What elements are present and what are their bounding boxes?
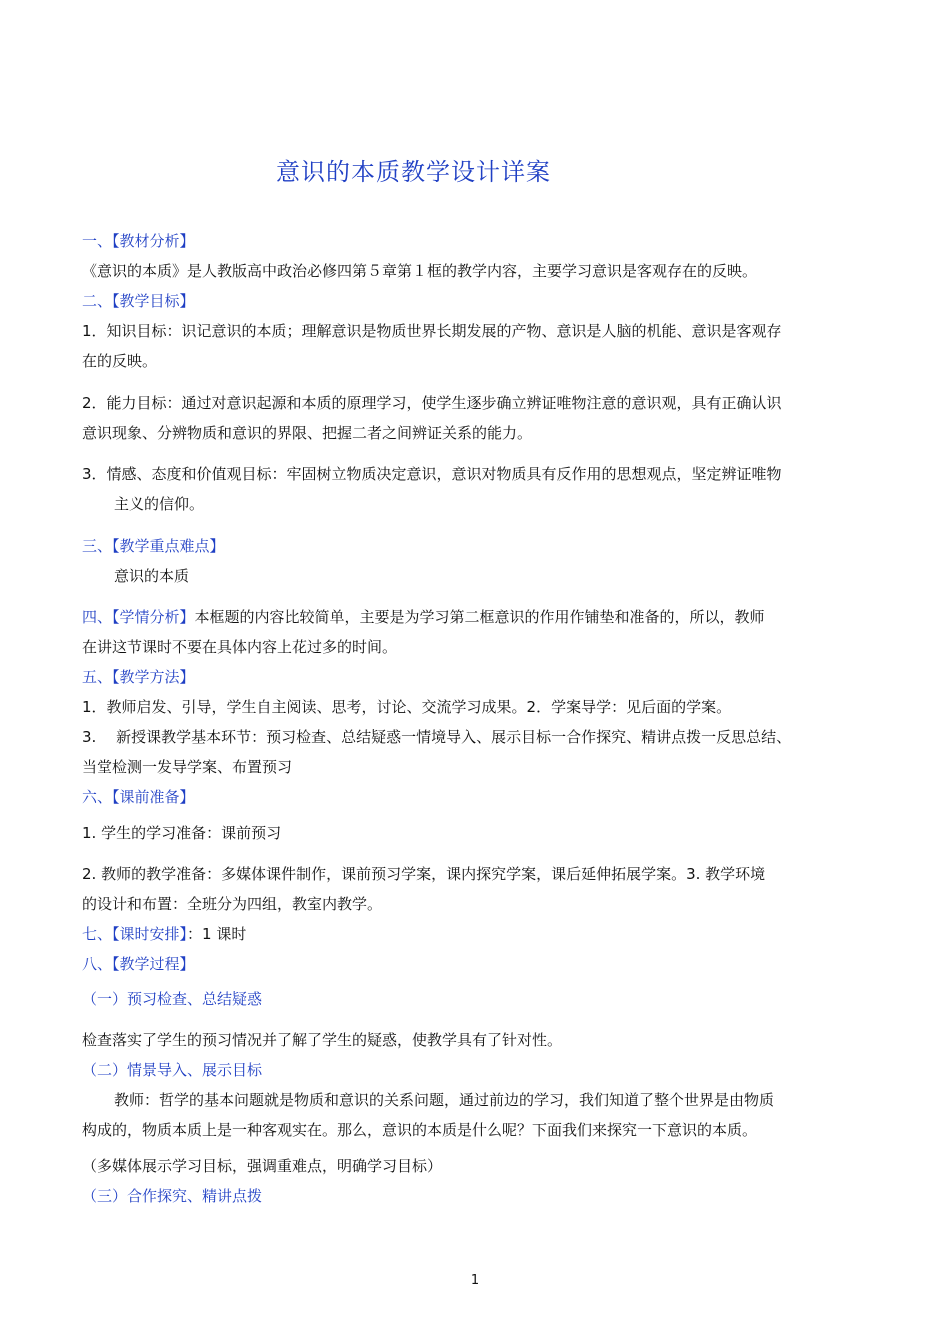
- process-sub1-text: 检查落实了学生的预习情况并了解了学生的疑惑，使教学具有了针对性。: [82, 1031, 563, 1049]
- method-line3a: 3. 新授课教学基本环节：预习检查、总结疑惑一情境导入、展示目标一合作探究、精讲点拨一反思总结、: [82, 728, 792, 746]
- process-subheading-3: （三）合作探究、精讲点拨: [82, 1187, 263, 1205]
- method-line3b: 当堂检测一发导学案、布置预习: [82, 758, 293, 776]
- section-heading-schedule: 七、【课时安排】: [82, 925, 188, 943]
- goal-knowledge-line1: 1．知识目标：识记意识的本质；理解意识是物质世界长期发展的产物、意识是人脑的机能、意识是客观存: [82, 322, 782, 340]
- material-analysis-text: 《意识的本质》是人教版高中政治必修四第５章第１框的教学内容，主要学习意识是客观存在的反映。: [82, 262, 758, 280]
- process-sub2-line1: 教师：哲学的基本问题就是物质和意识的关系问题，通过前边的学习，我们知道了整个世界是由物质: [114, 1091, 775, 1109]
- page-number: 1: [470, 1273, 480, 1288]
- schedule-text: ：1 课时: [187, 925, 247, 943]
- goal-ability-line1: 2．能力目标：通过对意识起源和本质的原理学习，使学生逐步确立辨证唯物注意的意识观，具有正确认识: [82, 394, 782, 412]
- preparation-teacher-line2: 的设计和布置：全班分为四组，教室内教学。: [82, 895, 383, 913]
- page-title: 意识的本质教学设计详案: [276, 158, 551, 186]
- section-heading-learner-analysis: 四、【学情分析】: [82, 608, 195, 626]
- process-sub2-line3: （多媒体展示学习目标，强调重难点，明确学习目标）: [82, 1157, 443, 1175]
- section-heading-teaching-process: 八、【教学过程】: [82, 955, 195, 973]
- goal-knowledge-line2: 在的反映。: [82, 352, 158, 370]
- key-points-text: 意识的本质: [114, 567, 190, 585]
- process-subheading-1: （一）预习检查、总结疑惑: [82, 990, 263, 1008]
- goal-ability-line2: 意识现象、分辨物质和意识的界限、把握二者之间辨证关系的能力。: [82, 424, 533, 442]
- goal-emotion-line2: 主义的信仰。: [114, 495, 205, 513]
- process-subheading-2: （二）情景导入、展示目标: [82, 1061, 263, 1079]
- section-heading-teaching-methods: 五、【教学方法】: [82, 668, 195, 686]
- method-line1: 1．教师启发、引导，学生自主阅读、思考，讨论、交流学习成果。2．学案导学：见后面的学案。: [82, 698, 732, 716]
- learner-analysis-line2: 在讲这节课时不要在具体内容上花过多的时间。: [82, 638, 398, 656]
- section-heading-preparation: 六、【课前准备】: [82, 788, 195, 806]
- section-heading-teaching-goals: 二、【教学目标】: [82, 292, 195, 310]
- learner-analysis-line1: [82, 606, 765, 628]
- goal-emotion-line1: 3．情感、态度和价值观目标：牢固树立物质决定意识，意识对物质具有反作用的思想观点，坚定辨证唯物: [82, 465, 782, 483]
- section-heading-material-analysis: 一、【教材分析】: [82, 232, 195, 250]
- process-sub2-line2: 构成的，物质本质上是一种客观实在。那么，意识的本质是什么呢？下面我们来探究一下意识的本质。: [82, 1121, 758, 1139]
- preparation-student: 1. 学生的学习准备：课前预习: [82, 824, 282, 842]
- preparation-teacher-line1: 2. 教师的教学准备：多媒体课件制作，课前预习学案，课内探究学案，课后延伸拓展学案。3. 教学环境: [82, 865, 766, 883]
- learner-analysis-text: 本框题的内容比较简单，主要是为学习第二框意识的作用作铺垫和准备的，所以，教师: [194, 608, 765, 626]
- schedule-line: [82, 923, 246, 945]
- section-heading-key-points: 三、【教学重点难点】: [82, 537, 225, 555]
